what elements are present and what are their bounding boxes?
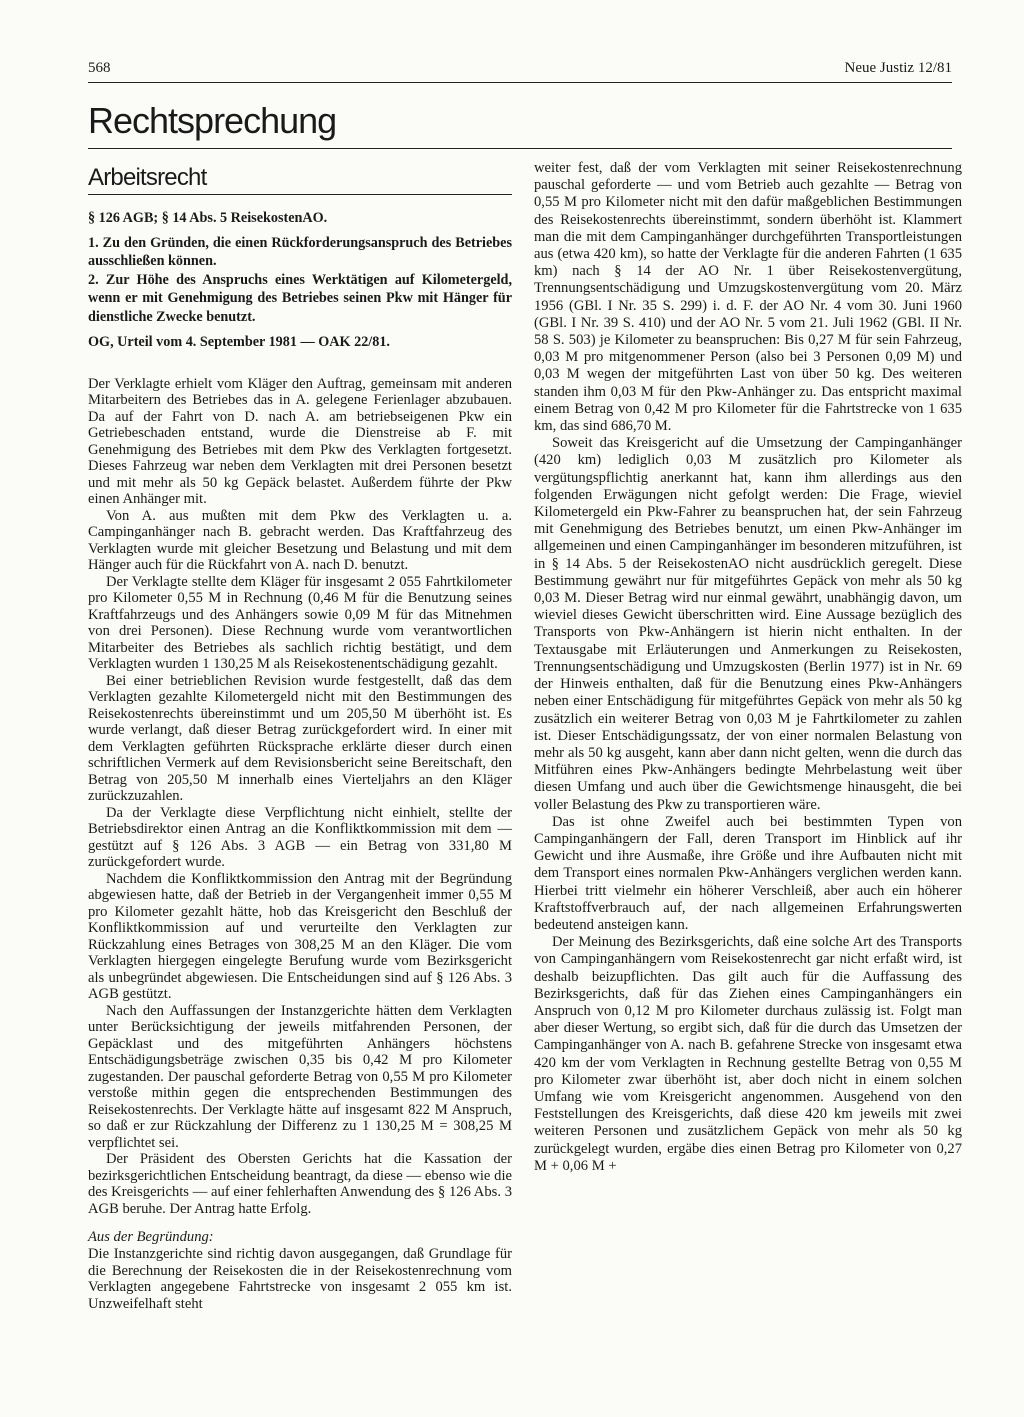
section-title: Rechtsprechung xyxy=(88,100,337,141)
body-paragraph: Der Meinung des Bezirksgerichts, daß eine solche Art des Transports von Campinganhängern vom Reisekostenrecht gar nicht erfaßt wird, ist deshalb beizupflichten. Das gilt auch für die Auffassung des Bezirksgerichts, daß für das Ziehen eines Campinganhängers ein Anspruch von 0,12 M pro Kilometer durchaus zulässig ist. Folgt man aber dieser Wertung, so ergibt sich, daß für die durch das Umsetzen der Campinganhänger von A. nach B. gefahrene Strecke von insgesamt etwa 420 km der vom Verklagten in Rechnung gestellte Betrag von 0,55 M pro Kilometer zwar überhöht ist, aber doch nicht in einem solchen Umfang wie vom Kreisgericht angenommen. Ausgehend von den Feststellungen des Kreisgerichts, daß diese 420 km jeweils mit zwei weiteren Personen und zusätzlichem Gepäck von mehr als 50 kg zurückgelegt wurden, ergäbe dies einen Betrag pro Kilometer von 0,27 M + 0,06 M + xyxy=(534,934,962,1174)
legal-reference: § 126 AGB; § 14 Abs. 5 ReisekostenAO. xyxy=(88,210,328,226)
body-paragraph: Da der Verklagte diese Verpflichtung nicht einhielt, stellte der Betriebsdirektor einen Antrag an die Konfliktkommission mit dem — gestützt auf § 126 Abs. 3 AGB — ein Betrag von 331,80 M zurückgefordert wurde. xyxy=(88,804,512,870)
body-paragraph: weiter fest, daß der vom Verklagten mit seiner Reisekostenrechnung pauschal geforderte — und vom Betrieb auch gezahlte — Betrag von 0,55 M pro Kilometer nicht mit den dafür maßgeblichen Bestimmungen des Reisekostenrechts übereinstimmt, sondern überhöht ist. Klammert man die mit dem Campinganhänger durchgeführten Transportleistungen aus (etwa 420 km), so hatte der Verklagte für die anderen Fahrten (1 635 km) nach § 14 der AO Nr. 1 über Reisekostenvergütung, Trennungsentschädigung und Umzugskostenvergütung vom 20. März 1956 (GBl. I Nr. 35 S. 299) i. d. F. der AO Nr. 4 vom 30. Juni 1960 (GBl. I Nr. 39 S. 410) und der AO Nr. 5 vom 21. Juli 1962 (GBl. II Nr. 58 S. 503) je Kilometer zu beanspruchen: Bis 0,27 M für sein Fahrzeug, 0,03 M pro mitgenommener Person (also bei 3 Personen 0,09 M) und 0,03 M wegen der mitgeführten Last von über 50 kg. Des weiteren standen ihm 0,03 M für den Pkw-Anhänger zu. Das entspricht maximal einem Betrag von 0,42 M pro Kilometer für die Fahrtstrecke von 1 635 km, das sind 686,70 M. xyxy=(534,160,962,435)
body-paragraph: Die Instanzgerichte sind richtig davon ausgegangen, daß Grundlage für die Berechnung der Reisekosten die in der Reisekostenrechnung vom Verklagten angegebene Fahrtstrecke von insgesamt 2 055 km ist. Unzweifelhaft steht xyxy=(88,1246,512,1312)
headnotes xyxy=(88,234,512,327)
subsection-title: Arbeitsrecht xyxy=(88,164,207,191)
running-head xyxy=(88,60,952,83)
body-paragraph: Bei einer betrieblichen Revision wurde festgestellt, daß das dem Verklagten gezahlte Kilometergeld nicht mit den Bestimmungen des Reisekostenrechts übereinstimmt und um 205,50 M überhöht ist. Es wurde verlangt, daß dieser Betrag zurückgefordert wird. In einer mit dem Verklagten geführten Rücksprache erklärte dieser durch einen schriftlichen Vermerk auf dem Revisionsbericht seine Bereitschaft, den Betrag von 205,50 M innerhalb eines Vierteljahrs an den Kläger zurückzuzahlen. xyxy=(88,672,512,804)
body-paragraph: Das ist ohne Zweifel auch bei bestimmten Typen von Campinganhängern der Fall, deren Transport im Hinblick auf ihr Gewicht und ihre Ausmaße, ihre Größe und ihre Aufbauten nicht mit dem Transport eines normalen Pkw-Anhängers verglichen werden kann. Hierbei tritt vielmehr ein höherer Verschleiß, aber auch ein höherer Kraftstoffverbrauch auf, der nach allgemeinen Erfahrungswerten bedeutend ansteigen kann. xyxy=(534,813,962,933)
reasons-heading: Aus der Begründung: xyxy=(88,1229,214,1245)
body-paragraph: Soweit das Kreisgericht auf die Umsetzung der Campinganhänger (420 km) lediglich 0,03 M zusätzlich pro Kilometer als vergütungspflichtig anerkannt hat, kann ihm allerdings aus den folgenden Erwägungen nicht gefolgt werden: Die Frage, wieviel Kilometergeld ein Pkw-Fahrer zu beanspruchen hat, der sein Fahrzeug mit Genehmigung des Betriebes benutzt, um einen Pkw-Anhänger im allgemeinen und einen Campinganhänger im besonderen mitzuführen, ist in § 14 Abs. 5 der ReisekostenAO nicht ausdrücklich geregelt. Diese Bestimmung gewährt nur für mitgeführtes Gepäck von mehr als 50 kg 0,03 M. Dieser Betrag wird nur einmal gewährt, unabhängig davon, um wieviel dieses Gewicht überschritten wird. Eine Aussage bezüglich des Transports von Pkw-Anhängern ist hierin nicht enthalten. In der Textausgabe mit Erläuterungen und Anmerkungen zu Reisekosten, Trennungsentschädigung und Umzugskosten (Berlin 1977) ist in Nr. 69 der Hinweis enthalten, daß für die Benutzung eines Pkw-Anhängers neben einer Entschädigung für mitgeführtes Gepäck von mehr als 50 kg zusätzlich ein weiterer Betrag von 0,03 M je Fahrtkilometer zu zahlen ist. Dieser Entschädigungssatz, der von einer normalen Belastung von mehr als 50 kg ausgeht, kann aber dann nicht gelten, wenn die durch das Mitführen eines Pkw-Anhängers bedingte Mehrbelastung weit über diesen Umfang und auch über die Gewichtsmenge hinausgeht, die bei voller Belastung des Pkw zu transportieren wäre. xyxy=(534,435,962,813)
body-paragraph: Der Verklagte erhielt vom Kläger den Auftrag, gemeinsam mit anderen Mitarbeitern des Betriebes das in A. gelegene Ferienlager abzubauen. Da auf der Fahrt von D. nach A. am betriebseigenen Pkw ein Getriebeschaden entstand, wurde die Dienstreise ab F. mit Genehmigung des Betriebes mit dem Pkw des Verklagten fortgesetzt. Dieses Fahrzeug war neben dem Verklagten mit drei Personen besetzt und mit mehr als 50 kg Gepäck belastet. Außerdem führte der Pkw einen Anhänger mit. xyxy=(88,375,512,507)
subsection-divider xyxy=(88,194,512,195)
headnote: 1. Zu den Gründen, die einen Rückforderungsanspruch des Betriebes ausschließen können. xyxy=(88,234,512,269)
body-paragraph: Nach den Auffassungen der Instanzgerichte hätten dem Verklagten unter Berücksichtigung der jeweils mitfahrenden Personen, der Gepäcklast und des mitgeführten Anhängers höchstens Entschädigungsbeträge zwischen 0,35 bis 0,42 M pro Kilometer zugestanden. Der pauschal geforderte Betrag von 0,55 M pro Kilometer verstoße mithin gegen die entsprechenden Bestimmungen des Reisekostenrechts. Der Verklagte hätte auf insgesamt 822 M Anspruch, so daß er zur Rückzahlung der Differenz zu 1 130,25 M = 308,25 M verpflichtet sei. xyxy=(88,1002,512,1151)
body-paragraph: Der Verklagte stellte dem Kläger für insgesamt 2 055 Fahrtkilometer pro Kilometer 0,55 M in Rechnung (0,46 M für die Benutzung seines Kraftfahrzeugs und des Anhängers sowie 0,09 M für das Mitnehmen von drei Personen). Diese Rechnung wurde vom verantwortlichen Mitarbeiter des Betriebes als sachlich richtig bestätigt, und dem Verklagten wurden 1 130,25 M als Reisekostenentschädigung gezahlt. xyxy=(88,573,512,672)
court-reference: OG, Urteil vom 4. September 1981 — OAK 22/81. xyxy=(88,334,390,350)
section-divider xyxy=(88,148,952,149)
right-column xyxy=(534,160,962,1175)
page-number: 568 xyxy=(88,60,111,76)
journal-issue: Neue Justiz 12/81 xyxy=(844,60,952,76)
headnote: 2. Zur Höhe des Anspruchs eines Werktätigen auf Kilometergeld, wenn er mit Genehmigung des Betriebes seinen Pkw mit Hänger für dienstliche Zwecke benutzt. xyxy=(88,271,512,325)
body-paragraph: Von A. aus mußten mit dem Pkw des Verklagten u. a. Campinganhänger nach B. gebracht werden. Das Kraftfahrzeug des Verklagten wurde mit gleicher Besetzung und Belastung und mit dem Hänger auch für die Rückfahrt von A. nach D. benutzt. xyxy=(88,507,512,573)
left-column xyxy=(88,162,512,1312)
body-paragraph: Der Präsident des Obersten Gerichts hat die Kassation der bezirksgerichtlichen Entscheidung beantragt, da diese — ebenso wie die des Kreisgerichts — auf einer fehlerhaften Anwendung des § 126 Abs. 3 AGB beruhe. Der Antrag hatte Erfolg. xyxy=(88,1151,512,1217)
body-paragraph: Nachdem die Konfliktkommission den Antrag mit der Begründung abgewiesen hatte, daß der Betrieb in der Vergangenheit immer 0,55 M pro Kilometer gezahlt hätte, hob das Kreisgericht den Beschluß der Konfliktkommission auf und verurteilte den Verklagten zur Rückzahlung eines Betrages von 308,25 M an den Kläger. Die vom Verklagten hiergegen eingelegte Berufung wurde vom Bezirksgericht als unbegründet abgewiesen. Die Entscheidungen sind auf § 126 Abs. 3 AGB gestützt. xyxy=(88,870,512,1002)
